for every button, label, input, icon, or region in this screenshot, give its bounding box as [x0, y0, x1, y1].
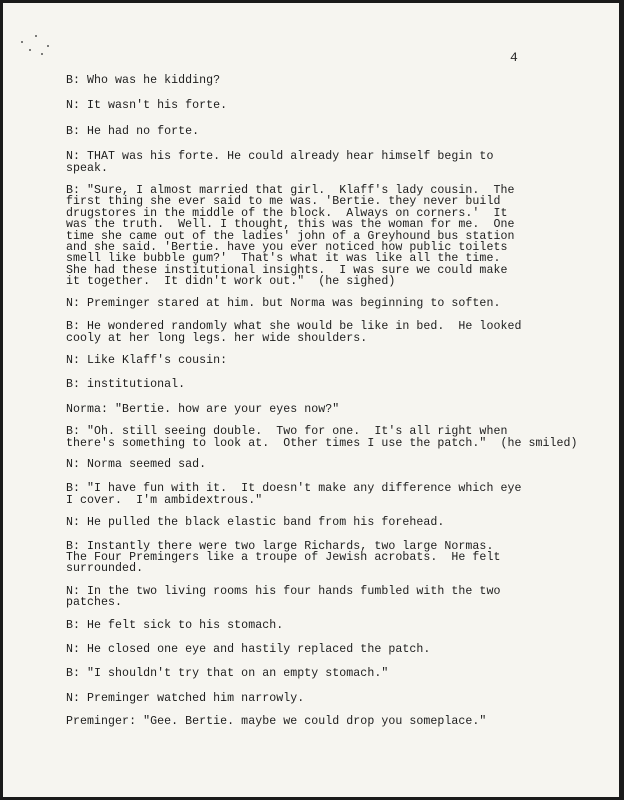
text-line: N: THAT was his forte. He could already hear himself begin to — [66, 150, 494, 164]
paragraph — [66, 100, 612, 111]
text-line: N: Preminger stared at him. but Norma was beginning to soften. — [66, 296, 501, 310]
text-line: B: Who was he kidding? — [66, 74, 221, 87]
text-line: N: Like Klaff's cousin: — [66, 353, 228, 367]
paragraph — [66, 693, 612, 704]
paragraph — [66, 126, 612, 137]
text-line: N: It wasn't his forte. — [66, 99, 228, 113]
paragraph — [66, 298, 612, 309]
paragraph — [66, 379, 612, 390]
paragraph — [66, 517, 612, 528]
text-line: B: He felt sick to his stomach. — [66, 618, 284, 632]
text-line: N: Preminger watched him narrowly. — [66, 691, 305, 705]
paragraph — [66, 668, 612, 679]
text-line: surrounded. — [66, 562, 144, 576]
text-line: N: He closed one eye and hastily replaced the patch. — [66, 643, 431, 656]
text-line: B: "Oh. still seeing double. Two for one. It's all right when — [66, 425, 508, 439]
text-line: N: In the two living rooms his four hands fumbled with the two — [66, 584, 501, 598]
paragraph — [66, 586, 612, 609]
paragraph — [66, 404, 612, 415]
paragraph — [66, 620, 612, 631]
text-line: cooly at her long legs. her wide shoulders. — [66, 331, 368, 345]
text-line: B: institutional. — [66, 378, 186, 392]
text-line: B: He wondered randomly what she would be like in bed. He looked — [66, 320, 522, 334]
paragraph — [66, 75, 612, 86]
text-line: there's something to look at. Other times I use the patch." (he smiled) — [66, 436, 578, 450]
text-line: smell like bubble gum?' That's what it was like all the time. — [66, 252, 501, 266]
body-text — [66, 75, 612, 728]
text-line: and she said. 'Bertie. have you ever noticed how public toilets — [66, 241, 508, 255]
text-line: B: "I have fun with it. It doesn't make any difference which eye — [66, 482, 522, 496]
paragraph — [66, 151, 612, 174]
paragraph — [66, 185, 612, 288]
text-line: N: Norma seemed sad. — [66, 457, 207, 471]
paragraph — [66, 355, 612, 366]
typewritten-page — [3, 3, 619, 797]
text-line: Preminger: "Gee. Bertie. maybe we could drop you someplace." — [66, 715, 487, 729]
text-line: was the truth. Well. I thought, this was the woman for me. One — [66, 218, 515, 232]
paragraph — [66, 321, 612, 344]
text-line: She had these institutional insights. I was sure we could make — [66, 263, 508, 277]
paragraph — [66, 716, 612, 727]
text-line: time she came out of the ladies' john of a Greyhound bus station — [66, 229, 515, 243]
text-line: drugstores in the middle of the block. Always on corners.' It — [66, 206, 508, 220]
text-line: first thing she ever said to me was. 'Bertie. they never build — [66, 195, 501, 209]
text-line: I cover. I'm ambidextrous." — [66, 493, 263, 507]
text-line: it together. It didn't work out." (he sighed) — [66, 275, 396, 289]
paragraph — [66, 426, 612, 449]
text-line: B: Instantly there were two large Richards, two large Normas. — [66, 539, 494, 553]
text-line: The Four Premingers like a troupe of Jewish acrobats. He felt — [66, 550, 501, 564]
paragraph — [66, 459, 612, 470]
paragraph — [66, 483, 612, 506]
text-line: B: "I shouldn't try that on an empty stomach." — [66, 667, 389, 681]
text-line: B: "Sure, I almost married that girl. Klaff's lady cousin. The — [66, 184, 515, 198]
text-line: B: He had no forte. — [66, 124, 200, 138]
text-line: patches. — [66, 596, 123, 610]
paragraph — [66, 644, 612, 655]
ink-specks — [21, 31, 61, 71]
text-line: speak. — [66, 161, 109, 175]
page-number: 4 — [510, 50, 518, 65]
text-line: Norma: "Bertie. how are your eyes now?" — [66, 402, 340, 416]
paragraph — [66, 541, 612, 575]
text-line: N: He pulled the black elastic band from his forehead. — [66, 516, 445, 530]
